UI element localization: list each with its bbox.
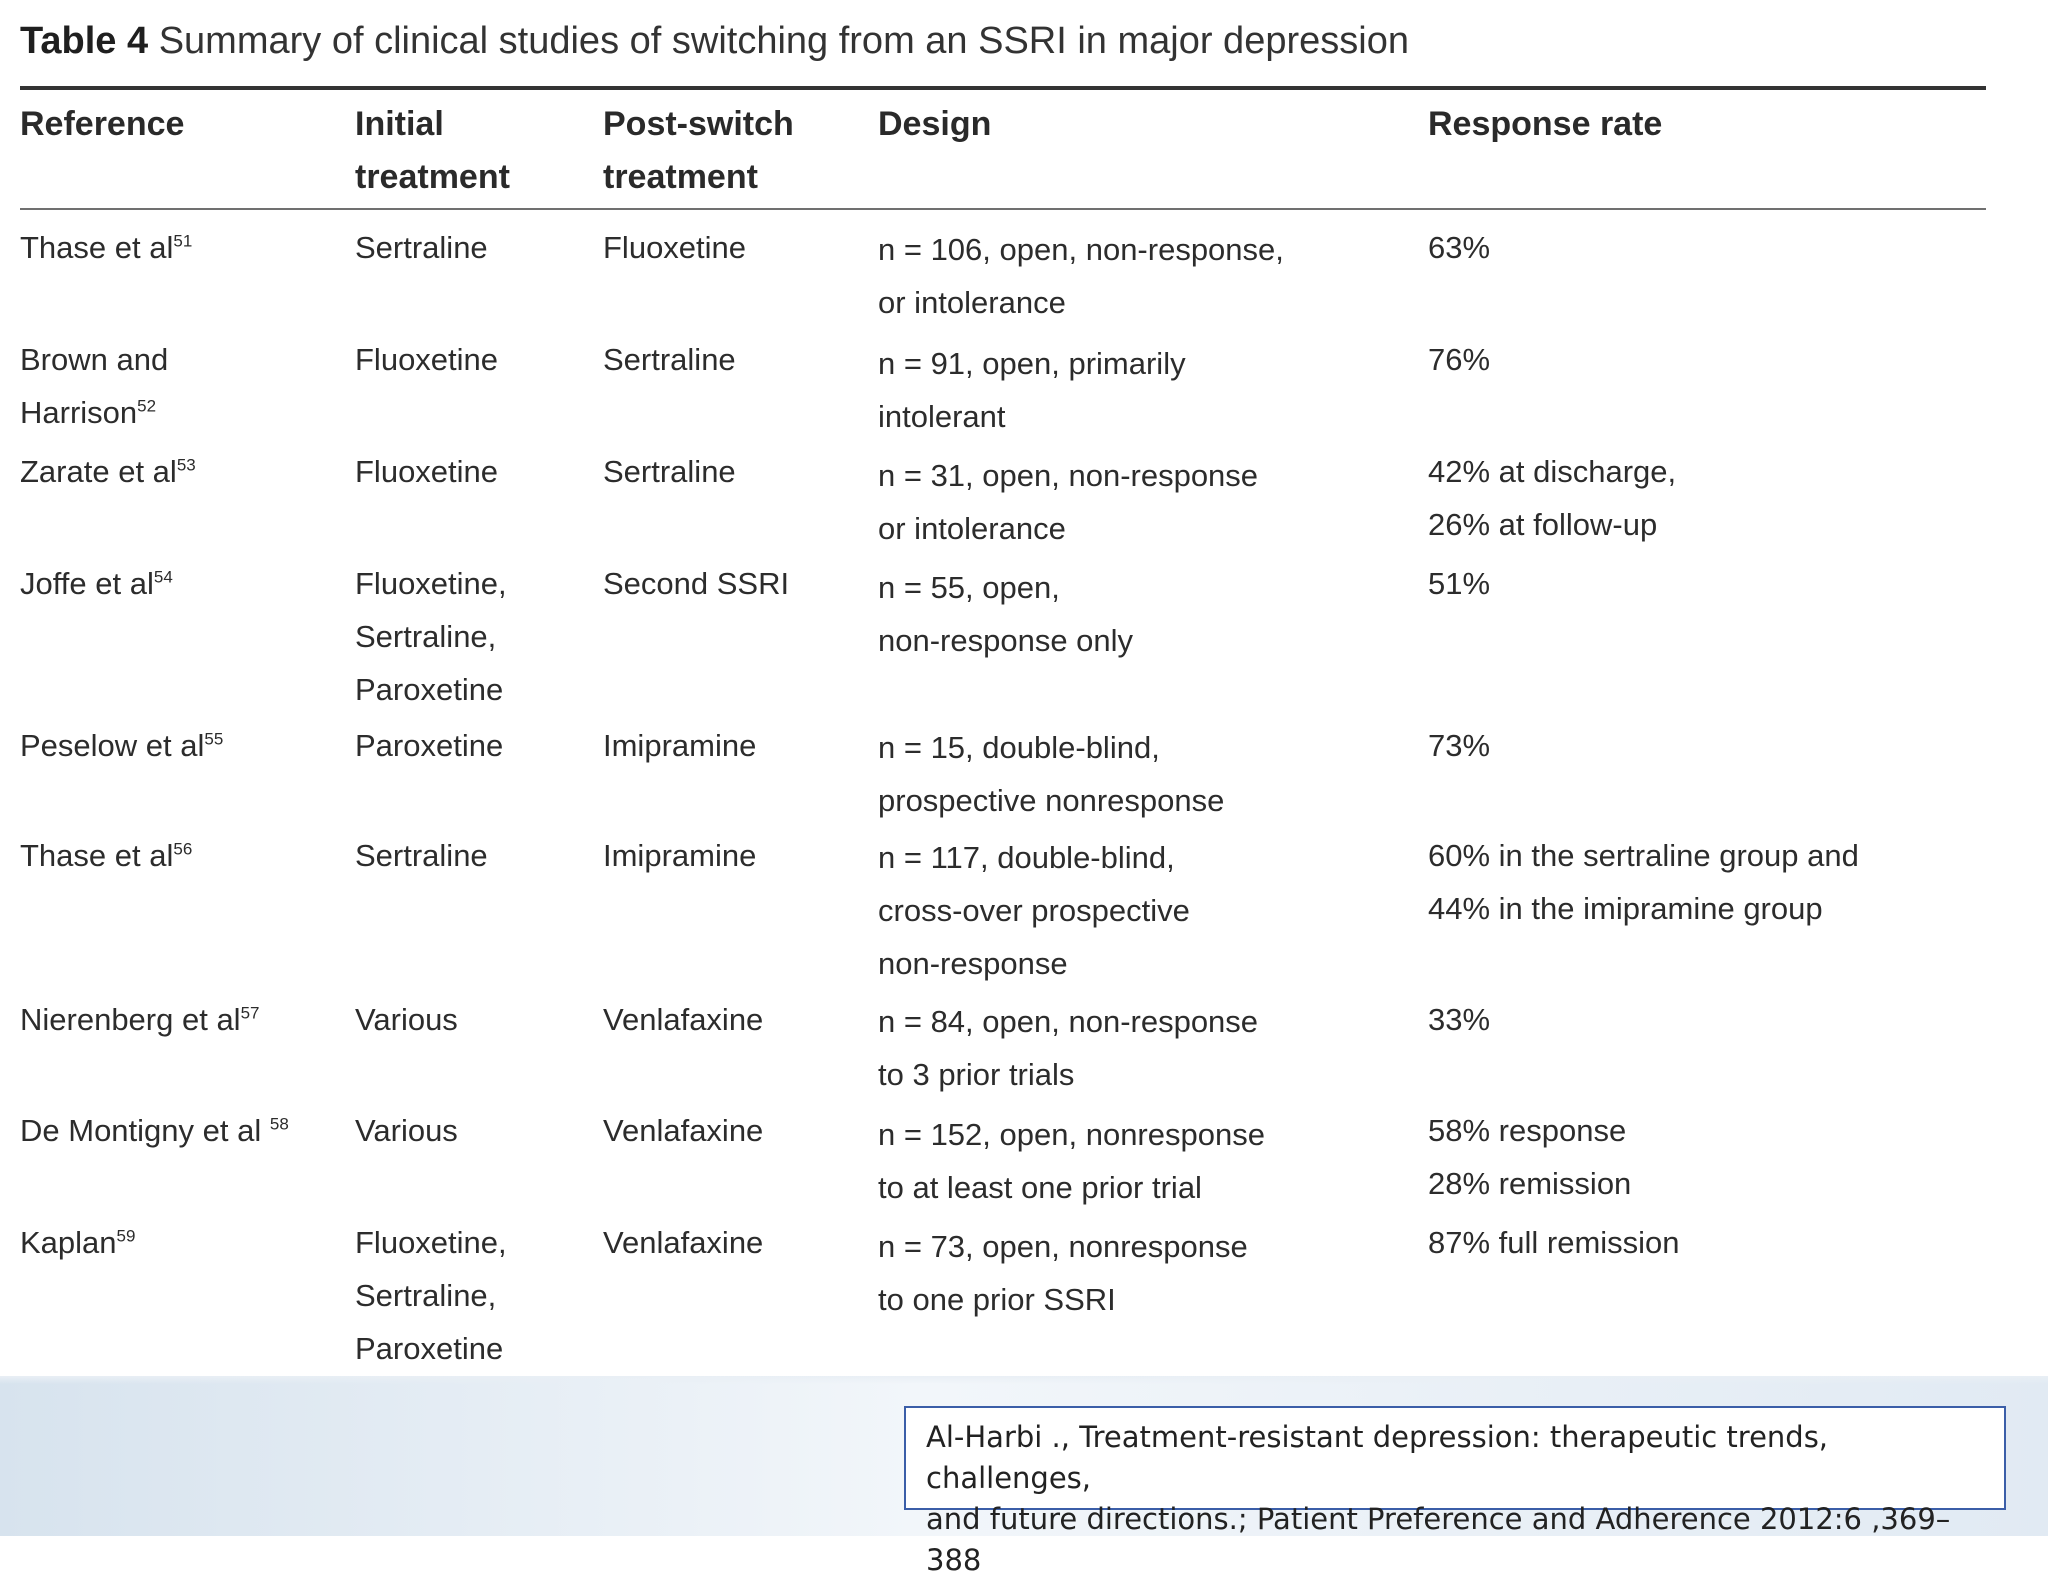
table-row-design: n = 31, open, non-response or intolerance xyxy=(878,458,1259,546)
table-row-design: n = 152, open, nonresponse to at least one prior trial xyxy=(878,1117,1265,1205)
table-row-response: 42% at discharge, 26% at follow-up xyxy=(1428,454,1677,542)
table-row-design: n = 84, open, non-response to 3 prior trials xyxy=(878,1004,1259,1092)
table-row-post: Venlafaxine xyxy=(603,1225,764,1260)
table-row-post: Imipramine xyxy=(603,838,757,873)
table-row-design: n = 73, open, nonresponse to one prior SSRI xyxy=(878,1229,1248,1317)
citation-box: Al-Harbi ., Treatment-resistant depression: therapeutic trends, challenges, and future directions.; Patient Preference and Adherence 2012:6 ,369–388 xyxy=(904,1406,2006,1510)
table-row-post: Imipramine xyxy=(603,728,757,763)
table-row-response: 76% xyxy=(1428,342,1491,377)
table-row-post: Venlafaxine xyxy=(603,1002,764,1037)
table-row-reference: Thase et $al^{56}$ xyxy=(20,838,193,873)
table-row-post: Sertraline xyxy=(603,454,736,489)
top-rule xyxy=(20,86,1986,90)
table-title xyxy=(20,20,1409,63)
table-caption: Summary of clinical studies of switching from an SSRI in major depression xyxy=(158,20,1409,62)
table-row-reference: Peselow et $al^{55}$ xyxy=(20,728,224,763)
table-row-response: 58% response 28% remission xyxy=(1428,1113,1632,1201)
table-row-initial: Fluoxetine, Sertraline, Paroxetine xyxy=(355,566,507,707)
table-row-initial: Sertraline xyxy=(355,230,488,265)
header-rule xyxy=(20,208,1986,210)
table-row-response: 63% xyxy=(1428,230,1491,265)
table-row-response: 87% full remission xyxy=(1428,1225,1680,1260)
table-row-post: Sertraline xyxy=(603,342,736,377)
table-row-reference: Zarate et $al^{53}$ xyxy=(20,454,196,489)
table-row-reference: Thase et $al^{51}$ xyxy=(20,230,193,265)
table-row-initial: Various xyxy=(355,1113,458,1148)
table-row-post: Second SSRI xyxy=(603,566,790,601)
table-row-design: n = 117, double-blind, cross-over prospective non-response xyxy=(878,840,1190,981)
table-row-post: Fluoxetine xyxy=(603,230,747,265)
header-post-switch-treatment: Post-switch treatment xyxy=(603,105,794,196)
table-row-design: n = 106, open, non-response, or intolerance xyxy=(878,232,1284,320)
table-row-response: 73% xyxy=(1428,728,1491,763)
header-reference: Reference xyxy=(20,105,185,143)
table-row-initial: Fluoxetine xyxy=(355,454,499,489)
table-row-post: Venlafaxine xyxy=(603,1113,764,1148)
table-row-response: 33% xyxy=(1428,1002,1491,1037)
table-row-initial: Sertraline xyxy=(355,838,488,873)
header-initial-treatment: Initial treatment xyxy=(355,105,510,196)
table-row-response: 51% xyxy=(1428,566,1491,601)
table-row-initial: Fluoxetine xyxy=(355,342,499,377)
table-row-design: n = 55, open, non-response only xyxy=(878,570,1134,658)
table-number: Table 4 xyxy=(20,20,149,62)
table-row-design: n = 91, open, primarily intolerant xyxy=(878,346,1186,434)
table-row-initial: Fluoxetine, Sertraline, Paroxetine xyxy=(355,1225,507,1366)
table-row-initial: Various xyxy=(355,1002,458,1037)
table-row-reference: Brown and Harrison$^{52}$ xyxy=(20,342,169,430)
table-row-reference: Nierenberg et $al^{57}$ xyxy=(20,1002,260,1037)
header-design: Design xyxy=(878,105,992,143)
table-row-initial: Paroxetine xyxy=(355,728,504,763)
table-row-response: 60% in the sertraline group and 44% in the imipramine group xyxy=(1428,838,1859,926)
table-row-reference: De Montigny et al $^{58}$ xyxy=(20,1113,289,1148)
table-row-reference: Joffe et $al^{54}$ xyxy=(20,566,173,601)
header-response-rate: Response rate xyxy=(1428,105,1663,143)
table-row-design: n = 15, double-blind, prospective nonresponse xyxy=(878,730,1225,818)
table-row-reference: Kaplan$^{59}$ xyxy=(20,1225,136,1260)
